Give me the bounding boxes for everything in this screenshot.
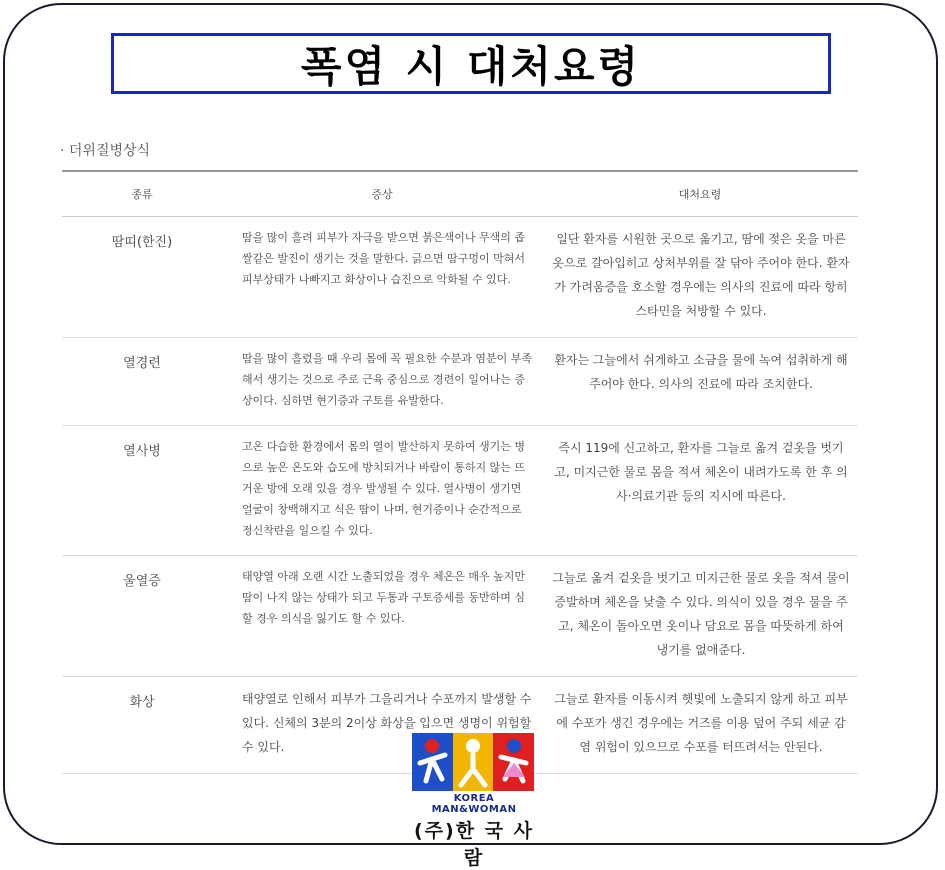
row-symptom: 땀을 많이 흘려 피부가 자극을 받으면 붉은색이나 무색의 좁쌀같은 발진이 생기는 것을 말한다. 긁으면 땀구멍이 막혀서 피부상태가 나빠지고 화상이나 습진으로 악화될 수 있다.	[222, 217, 542, 338]
row-kind: 울열증	[62, 556, 222, 677]
row-kind: 열사병	[62, 426, 222, 556]
row-action: 그늘로 옮겨 겉옷을 벗기고 미지근한 물로 옷을 적셔 물이 증발하며 체온을 낮출 수 있다. 의식이 있을 경우 물을 주고, 체온이 돌아오면 옷이나 담요로 몸을 따뜻하게 하여 냉기를 없애준다.	[542, 556, 858, 677]
row-kind: 열경련	[62, 338, 222, 426]
header-action: 대처요령	[542, 171, 858, 217]
row-action: 그늘로 환자를 이동시켜 햇빛에 노출되지 않게 하고 피부에 수포가 생긴 경우에는 거즈를 이용 덮어 주되 세균 감염 위험이 있으므로 수포를 터뜨려서는 안된다.	[542, 677, 858, 774]
row-symptom: 땀을 많이 흘렸을 때 우리 몸에 꼭 필요한 수분과 염분이 부족해서 생기는 것으로 주로 근육 중심으로 경련이 일어나는 증상이다. 심하면 현기증과 구토를 유발한다.	[222, 338, 542, 426]
logo-subtitle: KOREA MAN&WOMAN	[431, 793, 517, 815]
figure-yellow-icon	[453, 733, 493, 791]
table-row	[62, 217, 858, 338]
table-row	[62, 338, 858, 426]
table-row	[62, 426, 858, 556]
company-logo	[412, 733, 536, 870]
row-action: 환자는 그늘에서 쉬게하고 소금을 물에 녹여 섭취하게 해주어야 한다. 의사의 진료에 따라 조치한다.	[542, 338, 858, 426]
row-kind: 땀띠(한진)	[62, 217, 222, 338]
heat-illness-table	[62, 170, 858, 774]
figure-blue-icon	[412, 733, 453, 791]
figure-red-icon	[493, 733, 534, 791]
header-symptom: 증상	[222, 171, 542, 217]
title-box	[111, 33, 831, 94]
row-action: 일단 환자를 시원한 곳으로 옮기고, 땀에 젖은 옷을 마른 옷으로 갈아입히고 상처부위를 잘 닦아 주어야 한다. 환자가 가려움증을 호소할 경우에는 의사의 진료에 따라 항히스타민을 처방할 수 있다.	[542, 217, 858, 338]
page-title: 폭염 시 대처요령	[300, 41, 642, 91]
row-symptom: 고온 다습한 환경에서 몸의 열이 발산하지 못하여 생기는 병으로 높은 온도와 습도에 방치되거나 바람이 통하지 않는 뜨거운 방에 오래 있을 경우 발생될 수 있다. 열사병이 생기면 얼굴이 창백해지고 식은 땀이 나며, 현기증이나 순간적으로 정신착란을 일으킬 수 있다.	[222, 426, 542, 556]
row-kind: 화상	[62, 677, 222, 774]
row-symptom: 태양열 아래 오랜 시간 노출되었을 경우 체온은 매우 높지만 땀이 나지 않는 상태가 되고 두통과 구토증세를 동반하며 심할 경우 의식을 잃기도 할 수 있다.	[222, 556, 542, 677]
logo-figures	[412, 733, 534, 791]
logo-company-name: (주)한 국 사 람	[413, 820, 534, 869]
section-label: · 더위질병상식	[60, 143, 151, 159]
table-row	[62, 556, 858, 677]
row-symptom: 태양열로 인해서 피부가 그을리거나 수포까지 발생할 수 있다. 신체의 3분의 2이상 화상을 입으면 생명이 위험할 수 있다.	[222, 677, 542, 774]
table-header-row	[62, 171, 858, 217]
row-action: 즉시 119에 신고하고, 환자를 그늘로 옮겨 겉옷을 벗기고, 미지근한 물로 몸을 적셔 체온이 내려가도록 한 후 의사·의료기관 등의 지시에 따른다.	[542, 426, 858, 556]
header-kind: 종류	[62, 171, 222, 217]
